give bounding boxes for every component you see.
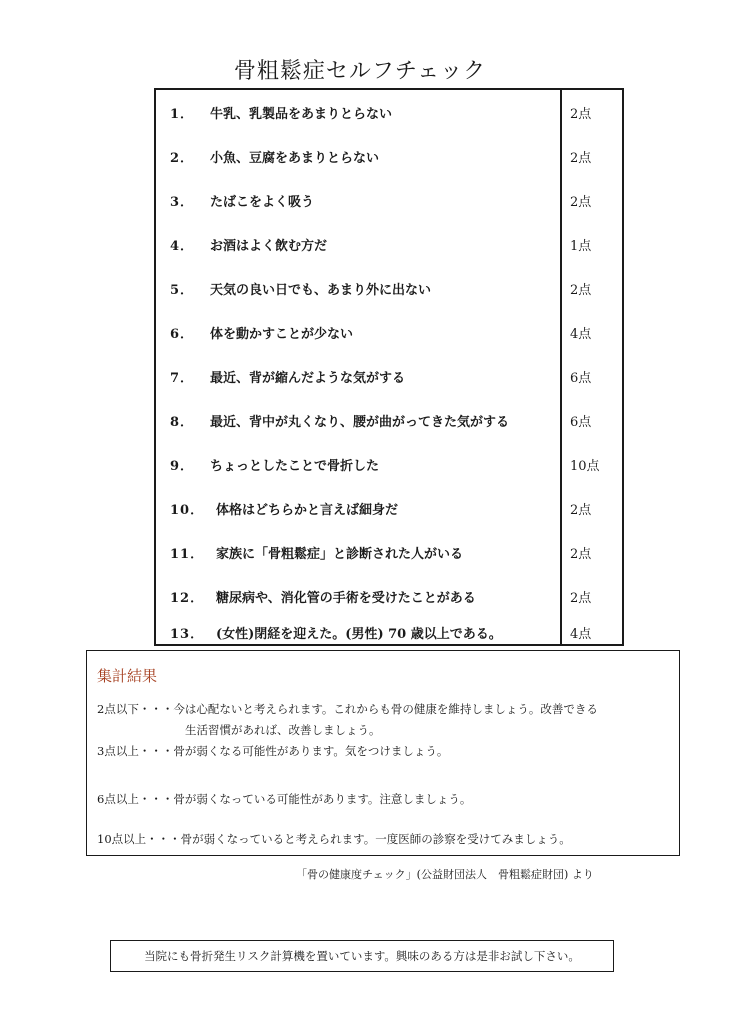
item-text: (女性)閉経を迎えた。(男性) 70 歳以上である。	[216, 626, 502, 642]
item-number: 2．	[170, 150, 195, 166]
notice-text: 当院にも骨折発生リスク計算機を置いています。興味のある方は是非お試し下さい。	[144, 949, 580, 963]
item-score: 2点	[570, 194, 592, 210]
item-score: 1点	[570, 238, 592, 254]
item-text: 最近、背中が丸くなり、腰が曲がってきた気がする	[210, 414, 510, 430]
item-text: 糖尿病や、消化管の手術を受けたことがある	[216, 590, 476, 606]
item-text: 牛乳、乳製品をあまりとらない	[210, 106, 393, 122]
checklist-row	[156, 442, 622, 486]
notice-box	[110, 940, 614, 972]
item-text: 体を動かすことが少ない	[210, 326, 354, 342]
item-score: 6点	[570, 370, 592, 386]
checklist-row	[156, 618, 622, 646]
item-number: 9．	[170, 458, 195, 474]
item-number: 8．	[170, 414, 195, 430]
item-score: 10点	[570, 458, 600, 474]
item-text: 家族に「骨粗鬆症」と診断された人がいる	[216, 546, 464, 562]
checklist-row	[156, 398, 622, 442]
item-text: たばこをよく吸う	[210, 194, 315, 210]
item-text: 体格はどちらかと言えば細身だ	[216, 502, 399, 518]
item-text: お酒はよく飲む方だ	[210, 238, 328, 254]
item-score: 2点	[570, 282, 592, 298]
item-number: 3．	[170, 194, 195, 210]
result-line-continuation: 生活習慣があれば、改善しましょう。	[185, 723, 381, 737]
checklist-row	[156, 178, 622, 222]
item-score: 2点	[570, 590, 592, 606]
item-number: 11．	[170, 546, 205, 562]
item-number: 1．	[170, 106, 195, 122]
item-score: 4点	[570, 626, 592, 642]
result-line: 10点以上・・・骨が弱くなっていると考えられます。一度医師の診察を受けてみましょう。	[97, 832, 571, 846]
checklist-row	[156, 266, 622, 310]
result-line: 3点以上・・・骨が弱くなる可能性があります。気をつけましょう。	[97, 744, 449, 758]
item-score: 4点	[570, 326, 592, 342]
item-score: 6点	[570, 414, 592, 430]
checklist-row	[156, 90, 622, 134]
item-number: 12．	[170, 590, 205, 606]
source-citation: 「骨の健康度チェック」(公益財団法人 骨粗鬆症財団) より	[296, 868, 594, 881]
checklist-table	[154, 88, 624, 646]
checklist-row	[156, 486, 622, 530]
item-text: 小魚、豆腐をあまりとらない	[210, 150, 380, 166]
results-box	[86, 650, 680, 856]
item-number: 5．	[170, 282, 195, 298]
result-line: 6点以上・・・骨が弱くなっている可能性があります。注意しましょう。	[97, 792, 472, 806]
item-score: 2点	[570, 546, 592, 562]
checklist-row	[156, 574, 622, 618]
item-score: 2点	[570, 150, 592, 166]
item-score: 2点	[570, 502, 592, 518]
page-title: 骨粗鬆症セルフチェック	[233, 59, 487, 84]
checklist-row	[156, 354, 622, 398]
item-number: 7．	[170, 370, 195, 386]
checklist-row	[156, 310, 622, 354]
item-text: 天気の良い日でも、あまり外に出ない	[210, 282, 432, 298]
item-text: 最近、背が縮んだような気がする	[210, 370, 406, 386]
item-text: ちょっとしたことで骨折した	[210, 458, 380, 474]
item-number: 10．	[170, 502, 205, 518]
item-score: 2点	[570, 106, 592, 122]
item-number: 4．	[170, 238, 195, 254]
checklist-row	[156, 530, 622, 574]
results-heading: 集計結果	[97, 667, 158, 685]
item-number: 13．	[170, 626, 205, 642]
result-line: 2点以下・・・今は心配ないと考えられます。これからも骨の健康を維持しましょう。改善できる	[97, 702, 598, 716]
checklist-row	[156, 134, 622, 178]
checklist-row	[156, 222, 622, 266]
item-number: 6．	[170, 326, 195, 342]
